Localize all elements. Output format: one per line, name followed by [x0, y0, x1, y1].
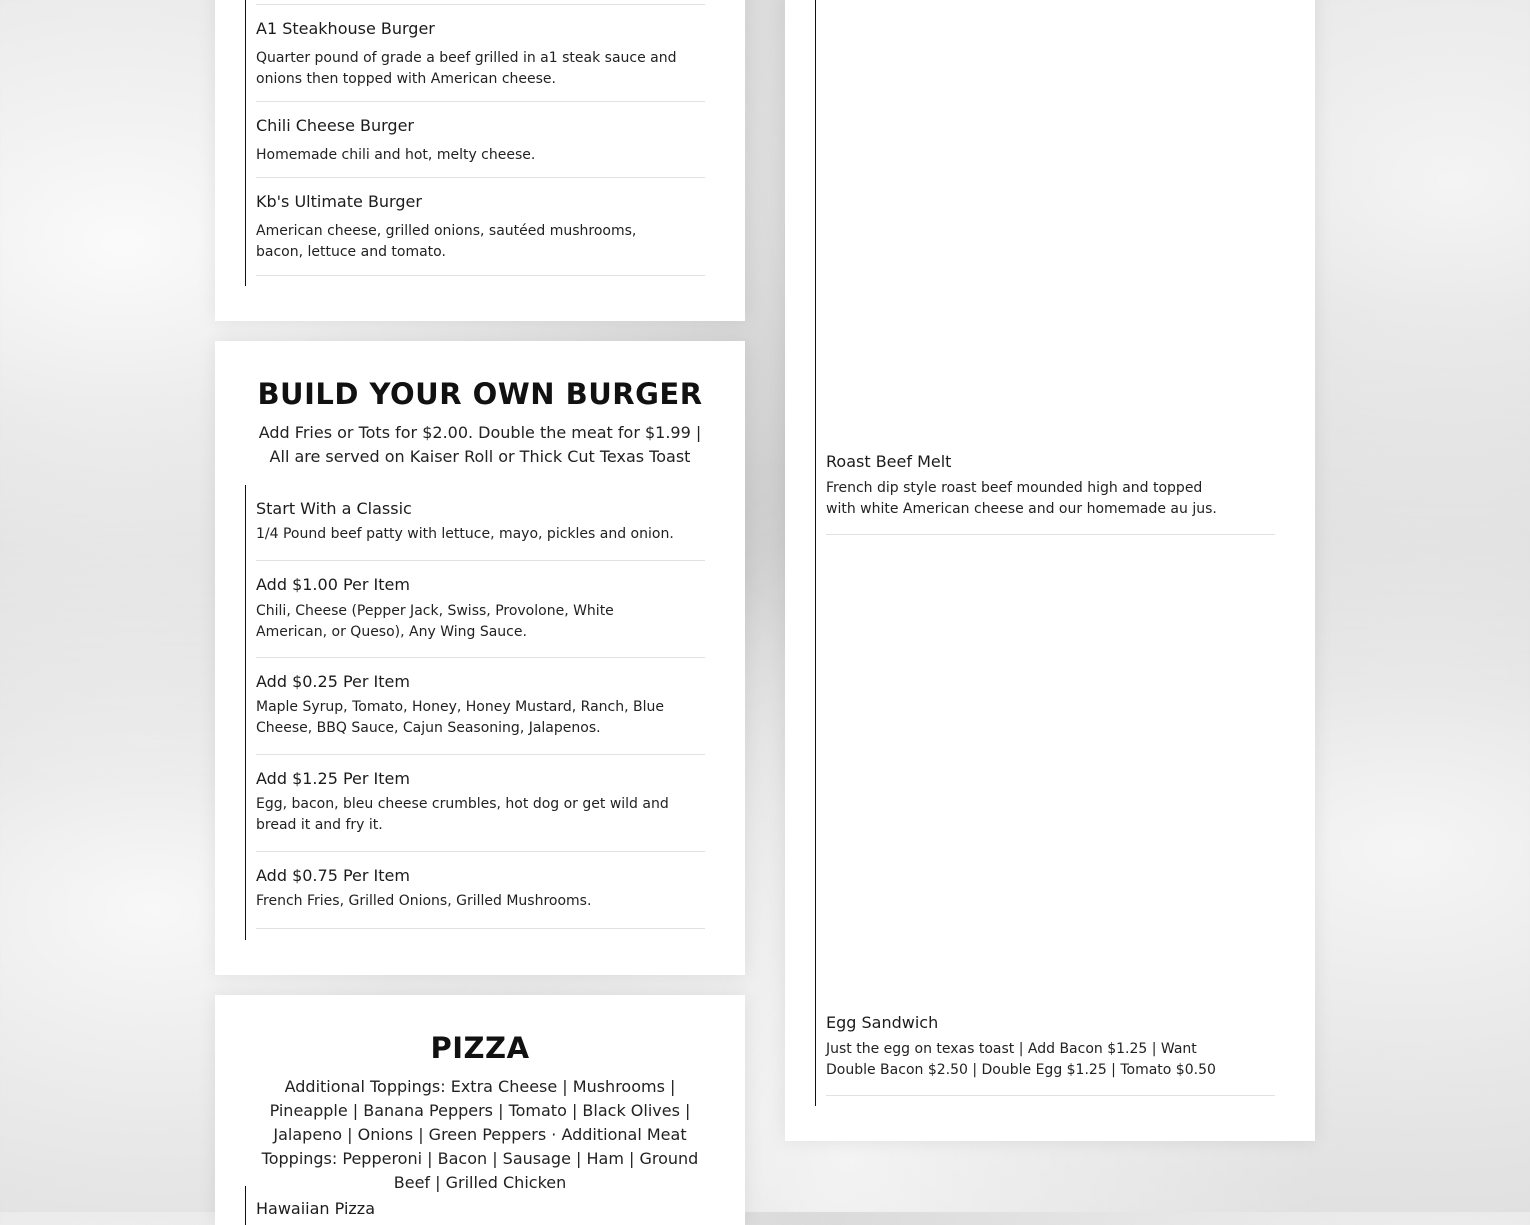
section-title: BUILD YOUR OWN BURGER [257, 377, 703, 411]
item-description: French Fries, Grilled Onions, Grilled Mushrooms. [256, 893, 592, 909]
section-title: PIZZA [430, 1031, 530, 1065]
item-name: Start With a Classic [256, 499, 412, 518]
item-description: 1/4 Pound beef patty with lettuce, mayo, pickles and onion. [256, 526, 674, 542]
pizza-card [215, 995, 745, 1225]
item-description: American cheese, grilled onions, sautéed mushrooms, bacon, lettuce and tomato. [256, 223, 637, 260]
item-description: Chili, Cheese (Pepper Jack, Swiss, Provolone, White American, or Queso), Any Wing Sauce. [256, 603, 614, 640]
item-name: Egg Sandwich [826, 1013, 939, 1032]
burgers-card [215, 0, 745, 321]
list-item [256, 5, 705, 102]
item-name: Roast Beef Melt [826, 452, 952, 471]
list-item [826, 1006, 1275, 1096]
burgers-item-list [245, 0, 705, 286]
build-your-own-burger-card [215, 341, 745, 975]
item-name: Add $0.25 Per Item [256, 672, 410, 691]
section-description: Add Fries or Tots for $2.00. Double the meat for $1.99 | All are served on Kaiser Roll or Thick Cut Texas Toast [258, 423, 702, 466]
sandwiches-item-list [815, 0, 1275, 1106]
list-item [256, 178, 705, 276]
item-name: A1 Steakhouse Burger [256, 19, 435, 38]
item-description: Homemade chili and hot, melty cheese. [256, 147, 536, 163]
item-description: Quarter pound of grade a beef grilled in a1 steak sauce and onions then topped with American cheese. [256, 50, 677, 87]
list-item [256, 755, 705, 852]
item-description: Just the egg on texas toast | Add Bacon $1.25 | Want Double Bacon $2.50 | Double Egg $1.25 | Tomato $0.50 [826, 1041, 1216, 1078]
section-description: Additional Toppings: Extra Cheese | Mushrooms | Pineapple | Banana Peppers | Tomato | Black Olives | Jalapeno | Onions | Green Peppers · Additional Meat Toppings: Pepperoni | Bacon | Sausage | Ham | Ground Beef | Grilled Chicken [261, 1077, 699, 1192]
list-item [256, 1186, 705, 1225]
item-name: Hawaiian Pizza [256, 1199, 375, 1218]
item-name: Chili Cheese Burger [256, 116, 414, 135]
item-description: French dip style roast beef mounded high and topped with white American cheese and our homemade au jus. [826, 480, 1217, 517]
list-item [256, 852, 705, 929]
item-description: Maple Syrup, Tomato, Honey, Honey Mustard, Ranch, Blue Cheese, BBQ Sauce, Cajun Seasoning, Jalapenos. [256, 699, 665, 736]
item-description: Egg, bacon, bleu cheese crumbles, hot dog or get wild and bread it and fry it. [256, 796, 669, 833]
list-item [826, 445, 1275, 535]
item-name: Add $0.75 Per Item [256, 866, 410, 885]
item-name: Kb's Ultimate Burger [256, 192, 422, 211]
item-name: Add $1.00 Per Item [256, 575, 410, 594]
list-item [256, 561, 705, 658]
pizza-item-list [245, 1186, 705, 1225]
build-item-list [245, 485, 705, 940]
list-item [256, 102, 705, 178]
sandwiches-card [785, 0, 1315, 1141]
list-item [256, 485, 705, 561]
item-name: Add $1.25 Per Item [256, 769, 410, 788]
list-item [256, 658, 705, 755]
